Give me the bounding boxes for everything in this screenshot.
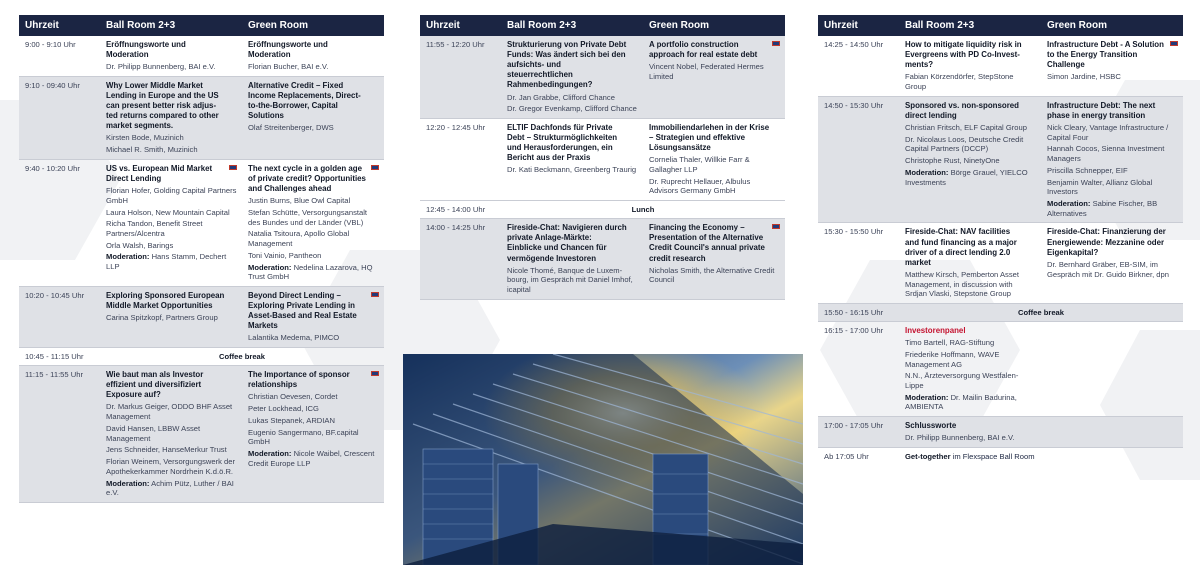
session-time: 15:30 - 15:50 Uhr (824, 227, 884, 237)
session-title: Financing the Economy – Presentation of the Alternative Credit Council's annual private credit research (649, 223, 765, 263)
session-row (818, 36, 1183, 97)
moderator-label: Moderation: (905, 392, 949, 402)
moderator-name: Achim Pütz, Luther / BAI e.V. (106, 478, 234, 498)
moderator-label: Moderation: (248, 262, 292, 272)
moderator-name: Hans Stamm, Dechert LLP (106, 252, 227, 272)
speaker: Matthew Kirsch, Pemberton Asset Management, in discussion with Srdjan Vlaski, Stepstone Group (905, 269, 1019, 299)
investor-panel-row (818, 322, 1183, 417)
speaker: Nick Cleary, Vantage Infrastructure / Capital Four (1047, 122, 1169, 142)
break-label: Coffee break (218, 352, 265, 362)
session-cell (1041, 97, 1183, 223)
speaker: Vincent Nobel, Federated Hermes Limited (649, 62, 764, 81)
speaker: Priscilla Schnepper, EIF (1047, 165, 1128, 175)
session-row (818, 223, 1183, 304)
schedule-column-1 (19, 15, 384, 503)
session-cell (242, 77, 384, 159)
session-row (19, 36, 384, 77)
session-time: 9:00 - 9:10 Uhr (25, 40, 76, 49)
session-title: A portfolio construction approach for real estate debt (649, 40, 758, 60)
session-cell (899, 417, 1183, 447)
moderator-label: Moderation: (106, 252, 150, 262)
coffee-break-row (19, 348, 384, 366)
speaker: Michael R. Smith, Muzinich (106, 145, 198, 155)
header-time: Uhrzeit (824, 20, 858, 31)
speaker: Christophe Rust, NinetyOne (905, 156, 1000, 166)
header-time: Uhrzeit (25, 20, 59, 31)
header-green-room: Green Room (649, 20, 710, 31)
speaker: Florian Hofer, Golding Capital Partners GmbH (106, 186, 237, 205)
session-title: Immobiliendarlehen in der Krise – Strategien und effektive Lösungsansätze (649, 122, 770, 153)
closing-row (818, 417, 1183, 448)
column-header (420, 15, 785, 36)
speaker: Dr. Bernhard Gräber, EB-SIM, im Gespräch mit Dr. Guido Birkner, dpn (1047, 259, 1169, 279)
moderator-name: Börge Grauel, YIELCO Investments (905, 167, 1028, 187)
moderator-label: Moderation: (1047, 199, 1091, 209)
session-cell (100, 287, 242, 347)
session-row (19, 160, 384, 287)
speaker: David Hansen, LBBW Asset Management (106, 423, 201, 443)
session-title: The Importance of sponsor relationships (248, 370, 350, 390)
session-time: 14:00 - 14:25 Uhr (426, 223, 486, 233)
header-ballroom: Ball Room 2+3 (507, 20, 577, 31)
moderator (248, 449, 379, 468)
uk-flag-icon (772, 224, 780, 229)
session-time: 11:15 - 11:55 Uhr (25, 370, 83, 380)
moderator (905, 393, 1036, 412)
speaker: Florian Weinem, Versorgungswerk der Apothekerkammer Nordrhein K.d.ö.R. (106, 457, 236, 476)
column-header (818, 15, 1183, 36)
session-row (420, 119, 785, 201)
session-title: Alternative Credit – Fixed Income Replacements, Direct-to-the-Borrower, Capital Solutions (248, 80, 361, 121)
session-title: Exploring Sponsored European Middle Market Opportunities (106, 291, 225, 311)
speaker: Orla Walsh, Barings (106, 240, 174, 250)
speaker: Cornelia Thaler, Willkie Farr & Gallagher LLP (649, 155, 750, 175)
session-cell (501, 119, 643, 200)
session-title: Why Lower Middle Market Lending in Europe and the US can present better risk adjus-ted returns compared to other market segments. (106, 80, 219, 131)
moderator (106, 479, 237, 498)
session-cell (899, 448, 1183, 466)
empty-cell (1041, 322, 1183, 416)
session-title: ELTIF Dachfonds für Private Debt – Strukturmöglichkeiten und Herausforderungen, ein Bericht aus der Praxis (507, 122, 618, 163)
get-together-label: Get-together (905, 452, 951, 462)
session-cell (643, 219, 785, 299)
moderator-name: Dr. Mailin Badurina, AMBIENTA (905, 392, 1017, 412)
session-cell (100, 366, 242, 502)
uk-flag-icon (772, 41, 780, 46)
session-time: 16:15 - 17:00 Uhr (824, 326, 884, 336)
session-row (420, 219, 785, 300)
session-title: Wie baut man als Investor effizient und diversifiziert Exposure auf? (106, 370, 204, 400)
session-cell (242, 287, 384, 347)
header-ballroom: Ball Room 2+3 (106, 20, 176, 31)
speaker: Christian Fritsch, ELF Capital Group (905, 122, 1027, 132)
moderator (1047, 199, 1178, 218)
session-row (19, 77, 384, 160)
building-image (403, 354, 803, 565)
uk-flag-icon (371, 371, 379, 376)
speaker: Fabian Körzendörfer, StepStone Group (905, 72, 1014, 92)
get-together-row (818, 448, 1183, 466)
speaker: Dr. Philipp Bunnenberg, BAI e.V. (106, 62, 216, 72)
speaker: Lalantika Medema, PIMCO (248, 333, 340, 343)
moderator-label: Moderation: (905, 167, 949, 177)
session-cell (1041, 223, 1183, 303)
header-green-room: Green Room (1047, 20, 1108, 31)
speaker: N.N., Ärzteversorgung Westfalen-Lippe (905, 371, 1019, 391)
session-cell (1041, 36, 1183, 96)
speaker: Peter Lockhead, ICG (248, 404, 319, 414)
speaker: Justin Burns, Blue Owl Capital (248, 196, 351, 206)
session-title: The next cycle in a golden age of private credit? Opportunities and Challenges ahead (248, 163, 366, 194)
moderator-name: Nicole Waibel, Crescent Credit Europe LLP (248, 448, 375, 468)
session-title: Fireside-Chat: Navigieren durch private Anlage-Märkte: Einblicke und Chancen für vermögende Investoren (507, 223, 627, 263)
session-title: Investorenpanel (905, 326, 966, 336)
session-title: Infrastructure Debt - A Solution to the Energy Transition Challenge (1047, 40, 1164, 70)
session-title: Infrastructure Debt: The next phase in energy transition (1047, 100, 1156, 120)
session-cell (501, 219, 643, 299)
session-time: 10:45 - 11:15 Uhr (25, 352, 84, 362)
session-time: 9:40 - 10:20 Uhr (25, 163, 80, 173)
speaker: Jens Schneider, HanseMerkur Trust (106, 445, 227, 455)
speaker: Dr. Markus Geiger, ODDO BHF Asset Management (106, 402, 233, 422)
speaker: Carina Spitzkopf, Partners Group (106, 313, 218, 323)
session-cell (899, 322, 1041, 416)
session-cell (100, 77, 242, 159)
session-title: Strukturierung von Private Debt Funds: Was ändert sich bei den aufsichts- und steuerrechtlichen Rahmenbedingungen? (507, 40, 627, 90)
speaker: Eugenio Sangermano, BF.capital GmbH (248, 427, 359, 447)
session-cell (899, 223, 1041, 303)
speaker: Olaf Streitenberger, DWS (248, 123, 334, 133)
session-time: 10:20 - 10:45 Uhr (25, 291, 85, 300)
session-title: Sponsored vs. non-sponsored direct lending (905, 100, 1019, 120)
break-label: Lunch (631, 205, 655, 215)
session-cell (899, 36, 1041, 96)
speaker: Florian Bucher, BAI e.V. (248, 62, 329, 72)
session-cell (643, 36, 785, 118)
speaker: Benjamin Walter, Allianz Global Investors (1047, 177, 1153, 197)
session-row (420, 36, 785, 119)
uk-flag-icon (229, 165, 237, 170)
session-cell (242, 160, 384, 286)
column-header (19, 15, 384, 36)
speaker: Lukas Stepanek, ARDIAN (248, 415, 335, 425)
speaker: Friederike Hoffmann, WAVE Management AG (905, 349, 1000, 369)
speaker: Laura Holson, New Mountain Capital (106, 207, 230, 217)
moderator (248, 263, 379, 282)
session-row (19, 287, 384, 348)
speaker: Christian Oevesen, Cordet (248, 392, 338, 402)
speaker: Toni Vainio, Pantheon (248, 250, 322, 260)
speaker: Richa Tandon, Benefit Street Partners/Alcentra (106, 219, 203, 239)
header-time: Uhrzeit (426, 20, 460, 31)
lunch-row (420, 201, 785, 219)
session-title: Beyond Direct Lending – Exploring Private Lending in Asset-Based and Real Estate Markets (248, 291, 357, 331)
session-time: 14:25 - 14:50 Uhr (824, 40, 884, 49)
session-row (19, 366, 384, 503)
speaker: Nicole Thomé, Banque de Luxem-bourg, im Gespräch mit Daniel Imhof, icapital (507, 265, 633, 295)
moderator-label: Moderation: (248, 448, 292, 458)
header-green-room: Green Room (248, 20, 309, 31)
get-together-location: im Flexspace Ball Room (950, 452, 1035, 462)
coffee-break-row (818, 304, 1183, 322)
session-title: How to mitigate liquidity risk in Evergreens with PD Co-Invest-ments? (905, 40, 1022, 70)
speaker: Simon Jardine, HSBC (1047, 72, 1121, 82)
session-time: 17:00 - 17:05 Uhr (824, 421, 884, 431)
session-cell (501, 36, 643, 118)
speaker: Natalia Tsitoura, Apollo Global Management (248, 229, 350, 249)
uk-flag-icon (371, 292, 379, 297)
moderator-label: Moderation: (106, 478, 150, 488)
session-time: 11:55 - 12:20 Uhr (426, 40, 485, 49)
moderator-name: Nedelina Lazarova, HQ Trust GmbH (248, 262, 373, 282)
session-title: Eröffnungsworte und Moderation (248, 40, 328, 60)
session-time: Ab 17:05 Uhr (824, 452, 869, 462)
schedule-column-2 (420, 15, 785, 300)
session-cell (643, 119, 785, 200)
speaker: Timo Bartell, RAG-Stiftung (905, 338, 995, 348)
session-title: Fireside-Chat: NAV facilities and fund financing as a major driver of a direct lending 2.0 market (905, 227, 1017, 267)
speaker: Hannah Cocos, Sienna Investment Managers (1047, 144, 1165, 164)
speaker: Stefan Schütte, Versorgungsanstalt des Bundes und der Länder (VBL) (248, 207, 368, 227)
session-cell (100, 36, 242, 76)
break-label: Coffee break (1017, 308, 1064, 318)
speaker: Kirsten Bode, Muzinich (106, 133, 184, 143)
session-time: 12:45 - 14:00 Uhr (426, 205, 486, 215)
moderator (106, 252, 237, 271)
speaker: Dr. Kati Beckmann, Greenberg Traurig (507, 165, 637, 175)
uk-flag-icon (371, 165, 379, 170)
speaker: Dr. Nicolaus Loos, Deutsche Credit Capital Partners (DCCP) (905, 134, 1024, 154)
session-title: Fireside-Chat: Finanzierung der Energiewende: Mezzanine oder Eigenkapital? (1047, 227, 1166, 257)
session-cell (100, 160, 242, 286)
speaker: Nicholas Smith, the Alternative Credit Council (649, 265, 775, 285)
uk-flag-icon (1170, 41, 1178, 46)
speaker: Dr. Gregor Evenkamp, Clifford Chance (507, 104, 637, 114)
session-cell (242, 366, 384, 502)
architecture-photo (403, 354, 803, 565)
session-title: US vs. European Mid Market Direct Lending (106, 163, 213, 184)
session-time: 12:20 - 12:45 Uhr (426, 122, 486, 132)
session-cell (242, 36, 384, 76)
session-title: Schlussworte (905, 421, 957, 431)
session-title: Eröffnungsworte und Moderation (106, 40, 186, 60)
session-time: 14:50 - 15:30 Uhr (824, 100, 884, 110)
speaker: Dr. Philipp Bunnenberg, BAI e.V. (905, 433, 1015, 443)
schedule-column-3 (818, 15, 1183, 466)
speaker: Dr. Ruprecht Hellauer, Albulus Advisors Germany GmbH (649, 176, 751, 196)
header-ballroom: Ball Room 2+3 (905, 20, 975, 31)
session-row (818, 97, 1183, 224)
session-time: 9:10 - 09:40 Uhr (25, 80, 80, 90)
session-cell (899, 97, 1041, 223)
moderator-name: Sabine Fischer, BB Alternatives (1047, 199, 1158, 218)
session-time: 15:50 - 16:15 Uhr (824, 308, 884, 318)
speaker: Dr. Jan Grabbe, Clifford Chance (507, 92, 615, 102)
moderator (905, 168, 1036, 187)
